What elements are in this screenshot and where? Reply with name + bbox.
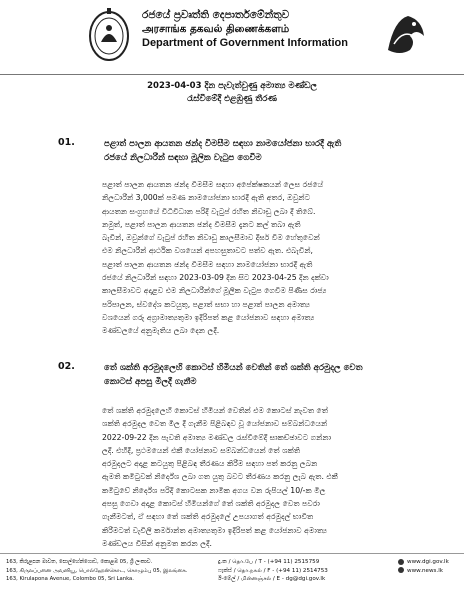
body-line: මණ්ඩලය විසින් අනුමත කරන ලදී. bbox=[102, 538, 212, 548]
body-line: මණ්ඩලයේ අනුමැතිය ලබා දෙන ලදී. bbox=[102, 326, 220, 336]
fax-line: ෆැක්ස් / தொ.நகல் / F - (+94 11) 2514753 bbox=[218, 567, 328, 574]
body-line: බැවින්, ඔවුන්ගේ වැටුප් රහිත නිවාඩු කාලසීමාව දීර්ඝ වීම හේතුවෙන් bbox=[102, 233, 320, 243]
globe-icon bbox=[398, 559, 404, 565]
body-line: නමුත්, පළාත් පාලන ආයතන ඡන්ද විමසීම දැනට කල් තබා ඇති bbox=[102, 219, 301, 229]
org-name-sinhala: රජයේ ප්‍රවෘත්ති දෙපාර්තමේන්තුව bbox=[142, 9, 290, 21]
organization-name bbox=[142, 8, 362, 50]
body-line: ලදී. එහිදී, ප්‍රථමයෙන් එකී යෝජනාව සම්බන්ධයෙන් තේ ශක්ති bbox=[102, 445, 301, 455]
letterhead bbox=[0, 0, 464, 72]
body-line: අරමුදලට අදාළ කටයුතු පිළිබඳ තීරණය කිරීම සඳහා පත් කරනු ලබන bbox=[102, 459, 318, 469]
body-line: කිරීමටත් වැවිලි කර්මාන්ත අමාත්‍යතුමා ඉදිරිපත් කළ යෝජනාව අමාත්‍ය bbox=[102, 525, 328, 535]
body-line: අපසු ගෙවා අදාළ කොටස් හිමියන්ගේ තේ ශක්ති අරමුදල වෙත පවරා bbox=[102, 499, 320, 509]
body-line: පළාත් පාලන ආයතන ඡන්ද විමසීම සඳහා නාමයෝජනා භාරදී ඇති bbox=[102, 259, 313, 269]
section-number: 02. bbox=[58, 361, 75, 372]
section-02-heading bbox=[58, 361, 418, 389]
body-line: පරිපාලන, ස්වදේශ කටයුතු, පළාත් සභා හා පළාත් පාලන අමාත්‍ය bbox=[102, 299, 310, 309]
section-heading-line: රජයේ නිලධාරීන් සඳහා මූලික වැටුප ගෙවීම bbox=[104, 153, 262, 163]
body-line: එම නිලධාරීන් ආර්ථික වශයෙන් අපහසුතාවට පත්ව ඇත. එබැවින්, bbox=[102, 246, 313, 256]
body-line: රජයේ නිලධාරීන් සඳහා 2023-03-09 දින සිට 2023-04-25 දින දක්වා bbox=[102, 273, 329, 283]
body-line: තේ ශක්ති අරමුදලෙහි කොටස් හිමියන් වෙතින් එම කොටස් නැවත තේ bbox=[102, 406, 329, 415]
news-website-link[interactable]: www.news.lk bbox=[407, 567, 444, 574]
body-line: ශක්ති අරමුදල වෙත මිල දී ගැනීම පිළිබඳව වූ යෝජනාව සම්බන්ධයෙන් bbox=[102, 419, 328, 429]
section-heading-line: පළාත් පාලන ආයතන ඡන්ද විමසීම සඳහා නාමයෝජනා භාරදී ඇති bbox=[104, 139, 342, 149]
website-link[interactable]: www.dgi.gov.lk bbox=[407, 559, 449, 565]
body-line: පළාත් පාලන ආයතන ඡන්ද විමසීම සඳහා අපේක්ෂකයන් ලෙස රජයේ bbox=[102, 180, 324, 189]
header-divider bbox=[0, 74, 464, 75]
document-title bbox=[0, 80, 464, 106]
body-line: ඇමති කමිටුවක් නිර්දේශ ලබා ගත යුතු බවට තීරණය කරනු ලැබ ඇත. එකී bbox=[102, 472, 338, 482]
title-line-2: රැස්වීමේදී එළඹුණු තීරණ bbox=[187, 94, 277, 104]
body-line: 2022-09-22 දින පැවති අමාත්‍ය මණ්ඩල රැස්වීමේදී සාකච්ඡාවට ගන්නා bbox=[102, 432, 332, 442]
email-line: ඊ-මේල් / மின்னஞ்சல் / E - dg@dgi.gov.lk bbox=[218, 576, 326, 582]
address-line: 163, Kirulapona Avenue, Colombo 05, Sri Lanka. bbox=[6, 576, 134, 582]
globe-icon bbox=[398, 567, 404, 573]
section-number: 01. bbox=[58, 137, 75, 148]
address-line: 163, කිරුළපන මාවත, පොල්හේන්ගොඩ, කොළඹ 05, ශ්‍රී ලංකාව. bbox=[6, 559, 153, 565]
org-name-tamil: அரசாங்க தகவல் திணைக்களம் bbox=[142, 23, 290, 35]
section-01-heading bbox=[58, 137, 418, 165]
body-line: නිලධාරීන් 3,000ක් පමණ නාමයෝජනා භාරදී ඇති අතර, ඔවුන්ට bbox=[102, 193, 311, 203]
body-line: කාලසීමාවට අදාළව එම නිලධාරීන්ගේ මූලික වැටුප ගෙවීම පිණිස රාජ්‍ය bbox=[102, 286, 327, 296]
body-line: කමිටුවේ නිර්දේශ පරිදි කොටසක නාමික අගය වන රුපියල් 10/-ක මිල bbox=[102, 485, 326, 495]
phone-line: දු.ක / தொ.பே / T - (+94 11) 2515759 bbox=[218, 559, 320, 565]
department-logo-icon bbox=[384, 10, 428, 58]
body-line: ආයතන සංග්‍රහයේ විධිවිධාන පරිදි වැටුප් රහිත නිවාඩු ලබා දී තිබේ. bbox=[102, 206, 316, 216]
address-line: 163, கிருலப்பனை அவனியூ, பொல்ஹேன்கொட, கொழும்பு 05, இலங்கை. bbox=[6, 567, 188, 574]
footer-divider bbox=[0, 553, 464, 554]
footer-contacts bbox=[218, 558, 328, 584]
section-heading-line: කොටස් අපසු මිලදී ගැනීම bbox=[104, 377, 197, 387]
body-line: වශයෙන් ගරු අග්‍රාමාත්‍යතුමා ඉදිරිපත් කළ යෝජනාව සඳහා අමාත්‍ය bbox=[102, 312, 315, 322]
org-name-english: Department of Government Information bbox=[142, 37, 348, 49]
national-emblem-icon bbox=[88, 6, 130, 64]
section-02-body bbox=[102, 404, 404, 550]
section-heading-line: තේ ශක්ති අරමුදලෙහි කොටස් හිමියන් වෙතින් තේ ශක්ති අරමුදල වෙත bbox=[104, 363, 363, 373]
section-01-body bbox=[102, 178, 404, 338]
footer-websites bbox=[398, 558, 449, 575]
title-line-1: 2023-04-03 දින පැවැත්වුණු අමාත්‍ය මණ්ඩල bbox=[147, 81, 317, 91]
footer-address bbox=[6, 558, 187, 584]
body-line: ගැනීමටත්, ඒ සඳහා තේ ශක්ති අරමුදලේ උපයාගත් අරමුදල් භාවිත bbox=[102, 512, 314, 522]
